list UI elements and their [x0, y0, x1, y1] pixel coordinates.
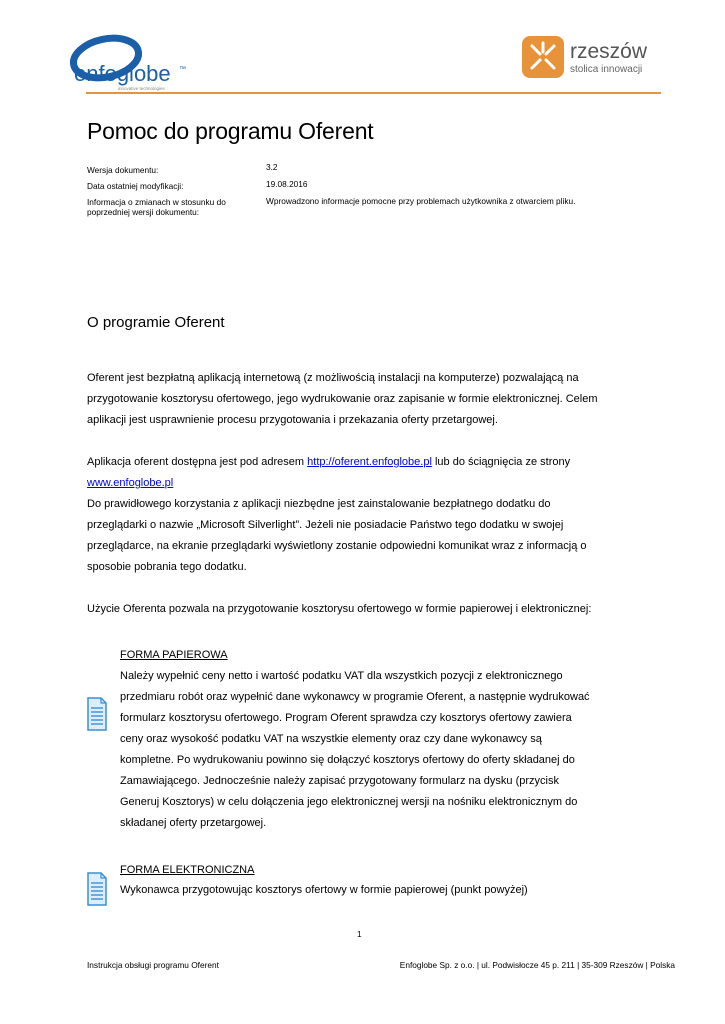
rzeszow-logo: [520, 34, 660, 82]
availability-text-middle: lub do ściągnięcia ze strony: [431, 456, 571, 468]
footer-document-name: Instrukcja obsługi programu Oferent: [87, 960, 219, 970]
meta-value-version: 3.2: [266, 162, 278, 172]
form-electronic-text: Wykonawca przygotowując kosztorys ofertowy w formie papierowej (punkt powyżej): [120, 884, 528, 896]
enfoglobe-logo-tagline: innovative technologies: [118, 86, 165, 91]
paragraph-availability: [87, 452, 602, 494]
form-paper-text: Należy wypełnić ceny netto i wartość podatku VAT dla wszystkich pozycji z elektronicznego przedmiaru robót oraz wypełnić dane wykonawcy w programie Oferent, a następnie wydrukować formularz kosztorysu ofertowego. Program Oferent sprawdza czy kosztorys ofertowy zawiera ceny oraz wysokość podatku VAT na wszystkie elementy oraz czy dane wykonawcy są kompletne. Po wydrukowaniu powinno się dołączyć kosztorys ofertowy do oferty składanej do Zamawiającego. Jednocześnie należy zapisać przygotowany formularz na dysku (przycisk Generuj Kosztorys) w celu dołączenia jego elektronicznej wersji na nośniku elektronicznym do składanej oferty przetargowej.: [120, 670, 590, 829]
oferent-link[interactable]: http://oferent.enfoglobe.pl: [307, 456, 432, 468]
enfoglobe-logo-tm: ™: [179, 66, 186, 73]
form-electronic-heading: FORMA ELEKTRONICZNA: [120, 864, 255, 876]
enfoglobe-link[interactable]: www.enfoglobe.pl: [87, 477, 174, 489]
paragraph-silverlight: Do prawidłowego korzystania z aplikacji niezbędne jest zainstalowanie bezpłatnego dodatku do przeglądarki o nazwie „Microsoft Silverlight”. Jeżeli nie posiadacie Państwo tego dodatku w swojej przeglądarce, na ekranie przeglądarki wyświetlony zostanie odpowiedni komunikat wraz z informacją o sposobie pobrania tego dodatku.: [87, 498, 587, 573]
rzeszow-logo-title: rzeszów: [570, 40, 648, 63]
paragraph-usage: Użycie Oferenta pozwala na przygotowanie kosztorysu ofertowego w formie papierowej i elektronicznej:: [87, 603, 592, 615]
document-icon: [87, 872, 107, 906]
meta-label-changes: Informacja o zmianach w stosunku do poprzedniej wersji dokumentu:: [87, 197, 226, 217]
footer-company-address: Enfoglobe Sp. z o.o. | ul. Podwisłocze 45 p. 211 | 35-309 Rzeszów | Polska: [399, 960, 675, 970]
document-icon: [87, 697, 107, 731]
meta-label-modified: Data ostatniej modyfikacji:: [87, 181, 184, 191]
rzeszow-logo-subtitle: stolica innowacji: [570, 64, 643, 75]
page-number: 1: [357, 929, 362, 939]
enfoglobe-logo: [66, 33, 196, 98]
paragraph-intro: Oferent jest bezpłatną aplikacją internetową (z możliwością instalacji na komputerze) pozwalającą na przygotowanie kosztorysu ofertowego, jego wydrukowanie oraz zapisanie w formie elektronicznej. Celem aplikacji jest usprawnienie procesu przygotowania i przekazania oferty przetargowej.: [87, 372, 598, 426]
form-paper-heading: FORMA PAPIEROWA: [120, 649, 228, 661]
section-title: O programie Oferent: [87, 314, 225, 331]
enfoglobe-logo-text: enfoglobe: [74, 61, 171, 86]
document-title: Pomoc do programu Oferent: [87, 118, 374, 144]
availability-text-prefix: Aplikacja oferent dostępna jest pod adresem: [87, 456, 308, 468]
meta-label-version: Wersja dokumentu:: [87, 165, 159, 175]
meta-value-modified: 19.08.2016: [266, 179, 308, 189]
header-divider: [86, 92, 661, 94]
meta-value-changes: Wprowadzono informacje pomocne przy problemach użytkownika z otwarciem pliku.: [266, 196, 576, 206]
